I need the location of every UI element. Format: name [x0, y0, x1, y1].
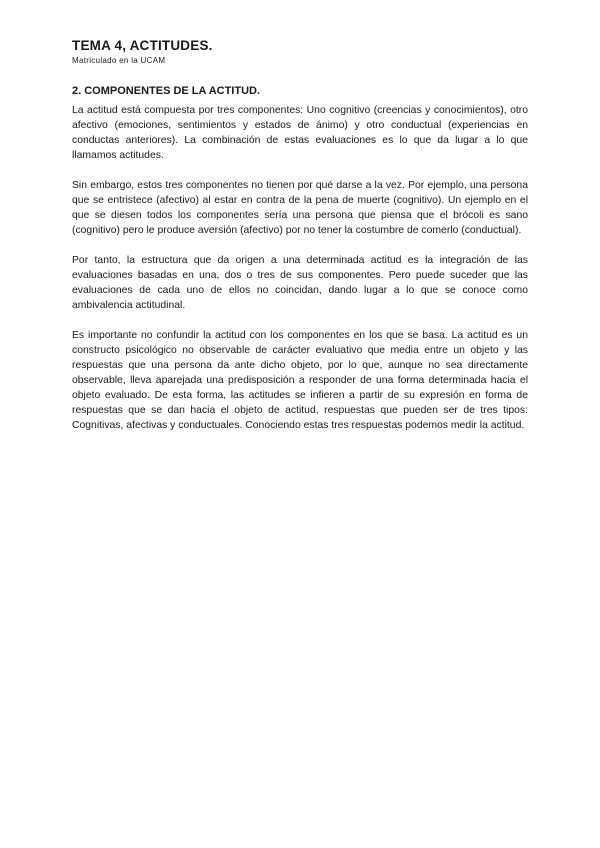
section-heading: 2. COMPONENTES DE LA ACTITUD.: [72, 85, 261, 97]
paragraph-structure: Por tanto, la estructura que da origen a una determinada actitud es la integración de las evaluaciones basadas en una, dos o tres de sus componentes. Pero puede suceder que las evaluaciones de cada uno de ellos no coincidan, dando lugar a lo que se conoce como ambivalencia actitudinal.: [72, 255, 528, 311]
paragraph-definition: Es importante no confundir la actitud con los componentes en los que se basa. La actitud es un constructo psicológico no observable de carácter evaluativo que media entre un objeto y las respuestas que una persona da ante dicho objeto, por lo que, aunque no sea directamente observable, lleva aparejada una predisposición a responder de una forma determinada hacia el objeto evaluado. De esta forma, las actitudes se infieren a partir de su expresión en forma de respuestas que se dan hacia el objeto de actitud, respuestas que pueden ser de tres tipos: Cognitivas, afectivas y conductuales. Conociendo estas tres respuestas podemos medir la actitud.: [72, 330, 528, 431]
paragraph-components: La actitud está compuesta por tres componentes: Uno cognitivo (creencias y conocimientos), otro afectivo (emociones, sentimientos y estados de ánimo) y otro conductual (experiencias en conductas anteriores). La combinación de estas evaluaciones es lo que da lugar a lo que llamamos actitudes.: [72, 105, 528, 161]
document-page: [72, 38, 528, 448]
document-title: TEMA 4, ACTITUDES.: [72, 38, 213, 53]
paragraph-example: Sin embargo, estos tres componentes no tienen por qué darse a la vez. Por ejemplo, una persona que se entristece (afectivo) al estar en contra de la pena de muerte (cognitivo). Un ejemplo en el que se diesen todos los componentes sería una persona que piensa que el brócoli es sano (cognitivo) pero le produce aversión (afectivo) por no tener la costumbre de comerlo (conductual).: [72, 180, 528, 236]
document-subtitle: Matriculado en la UCAM: [72, 56, 166, 65]
